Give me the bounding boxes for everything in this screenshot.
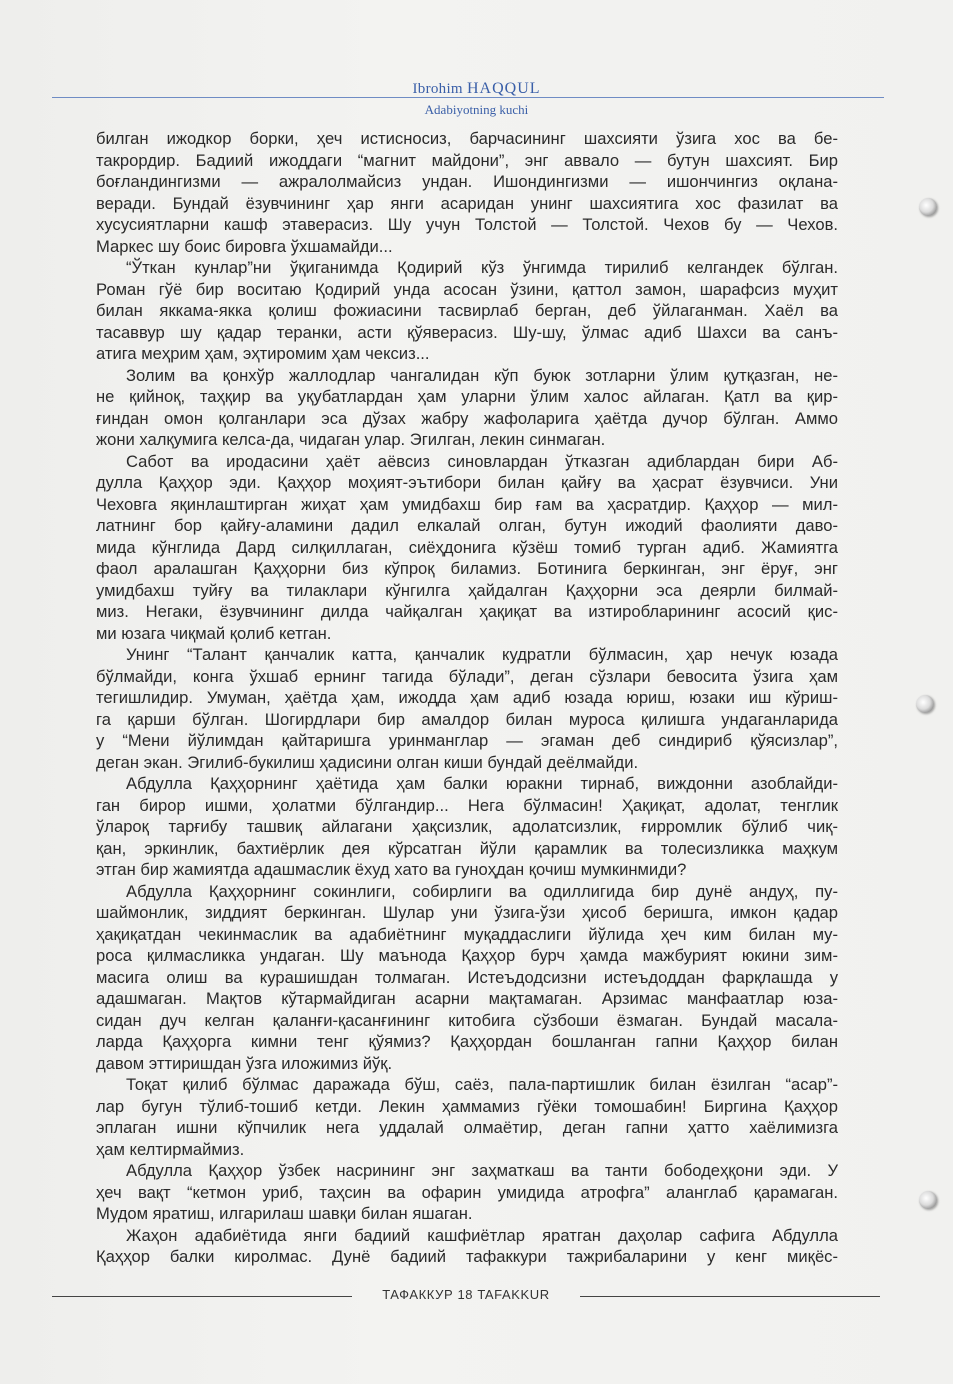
text-line: Абдулла Қаҳҳорнинг ҳаётида ҳам балки юракни тирнаб, виждонни азоблайди- [126,774,838,793]
text-line: ларда Қаҳҳорга кимни тенг қўямиз? Қаҳҳордан бошланган гапни Қаҳҳор билан [96,1032,838,1051]
text-line: такрордир. Бадиий ижоддаги “магнит майдони”, энг аввало — бутун шахсият. Бир [96,150,838,170]
punch-hole-icon [919,1191,937,1209]
article-body [96,128,838,1268]
punch-hole-icon [916,695,934,713]
text-line: Чеховга яқинлаштирган жиҳат ҳам умидбахш бир ғам ва ҳасратдир. Қаҳҳор — мил- [96,494,838,514]
text-line: Маркес шу боис бировга ўхшамайди... [96,236,393,256]
text-line: ҳақиқатдан чекинмаслик ва адабиётнинг муқаддаслиги йўлида ҳеч ким билан му- [96,924,838,944]
text-line: у “Мени йўлимдан қайтаришга уринманглар — эгаман деб синдириб қўясизлар”, [96,731,838,750]
text-line: латнинг бор қайғу-аламини дадил елкалай олган, бутун ижодий фаолияти даво- [96,516,838,535]
text-line: тасаввур шу қадар теранки, асти қўяверасиз. Шу-шу, ўлмас адиб Шахси ва санъ- [96,322,838,342]
text-line: ҳеч вақт “кетмон уриб, таҳсин ва офарин умидида атрофга” аланглаб қарамаган. [96,1182,838,1202]
text-line: билган ижодкор борки, ҳеч истисносиз, барчасининг шахсияти ўзига хос ва бе- [96,129,838,148]
text-line: дулла Қаҳҳор эди. Қаҳҳор моҳият-эътибори билан қайғу ва ҳасрат ёзувчиси. Уни [96,473,838,492]
text-line: Абдулла Қаҳҳор ўзбек насрининг энг заҳматкаш ва танти бободеҳқони эди. У [126,1161,838,1180]
author-name [0,80,953,98]
running-header [0,80,953,98]
text-line: жони халқумига келса-да, чидаган улар. Эгилган, лекин синмаган. [96,430,606,449]
text-line: Сабот ва иродасини ҳаёт аёвсиз синовлардан ўтказган адиблардан бири Аб- [126,451,838,471]
header-rule [52,97,884,98]
text-line: тегишлидир. Умуман, ҳаётда ҳам, ижодда ҳам адиб юзада юриш, юзаки иш кўриш- [96,688,838,707]
text-line: давом эттиришдан ўзга иложимиз йўқ. [96,1053,393,1073]
text-line: эплаган ишни кўпчилик нега уддалай олмаётир, деган гапни ҳатто хаёлимизга [96,1118,838,1137]
text-line: роса қилмасликка ундаган. Шу маънода Қаҳҳор бурч ҳамда мажбурият юкини зим- [96,946,838,965]
text-line: ғиндан омон қолганлари эса дўзах жабру жафоларига ҳаётда дучор бўлган. Аммо [96,408,838,428]
text-line: Абдулла Қаҳҳорнинг сокинлиги, собирлиги ва одиллигида бир дунё андуҳ, пу- [126,881,838,901]
author-first-name: Ibrohim [412,81,463,97]
text-line: миз. Негаки, ёзувчининг дилда чайқалган ҳақиқат ва изтиробларининг асосий қис- [96,602,838,621]
text-line: Золим ва қонхўр жаллодлар чангалидан кўп буюк зотларни ўлим қутқазган, не- [126,365,838,385]
text-line: ўлароқ тарғибу ташвиқ айлагани ҳақсизлик, адолатсизлик, ғирромлик бўлиб чиқ- [96,817,838,836]
text-line: ган бирор ишми, ҳолатми бўлгандир... Нега бўлмасин! Ҳақиқат, адолат, тенглик [96,795,838,815]
text-line: не қийноқ, таҳқир ва уқубатлардан ҳам уларни ўлим халос айлаган. Қатл ва қир- [96,387,838,406]
text-line: Роман гўё бир воситаю Қодирий унда асосан ўзини, қаттол замон, шарафсиз муҳит [96,279,838,299]
text-line: этган бир жамиятда адашмаслик ёхуд хато ва гуноҳдан қочиш мумкинмиди? [96,860,687,879]
text-line: умидбахш туйғу ва тилаклари кўнгилга ҳайдалган Қаҳҳорни эса деярли билмай- [96,580,838,600]
book-title: Adabiyotning kuchi [424,102,529,117]
text-line: қан, эркинлик, бахтиёрлик дея кўрсатган йўли қарамлик ва толесизликка маҳкум [96,838,838,858]
page-footer [52,1286,880,1306]
text-line: деган экан. Эгилиб-букилиш ҳадисини олган киши бундай деёлмайди. [96,752,639,772]
text-line: “Ўткан кунлар”ни ўқиганимда Қодирий кўз ўнгимда тирилиб келгандек бўлган. [126,258,838,277]
text-line: боғландингизми — ажралолмайсиз ундан. Ишондингизми — ишончингиз оқлана- [96,172,838,191]
text-line: бўлмайди, конга ўхшаб ернинг тагида бўлади”, деган сўзлари бевосита ўзига ҳам [96,666,838,686]
text-line: хусусиятларни кашф этаверасиз. Шу учун Толстой — Толстой. Чехов бу — Чехов. [96,215,838,234]
text-line: Жаҳон адабиётида янги бадиий кашфиётлар яратган даҳолар сафига Абдулла [126,1225,838,1245]
text-line: ми юзага чиқмай қолиб кетган. [96,623,332,643]
text-line: Унинг “Талант қанчалик катта, қанчалик кудратли бўлмасин, ҳар нечук юзада [126,645,838,664]
text-line: ҳам келтирмаймиз. [96,1139,245,1159]
footer-rule-right [580,1296,880,1297]
text-line: лар бугун тўлиб-тошиб кетди. Лекин ҳаммамиз гўёки томошабин! Биргина Қаҳҳор [96,1096,838,1116]
text-line: Мудом яратиш, илгарилаш шавқи билан яшаган. [96,1204,473,1223]
text-line: веради. Бундай ёзувчининг ҳар янги асаридан унинг шахсиятига хос фазилат ва [96,193,838,213]
footer-rule-left [52,1296,352,1297]
text-line: мида кўнглида Дард силқиллаган, сиёҳдонига кўзёш томиб турган адиб. Жамиятга [96,537,838,557]
text-line: фаол аралашган Қаҳҳорни биз кўпроқ биламиз. Ботинига беркинган, энг ёруғ, энг [96,559,838,578]
punch-hole-icon [919,198,937,216]
text-line: адашмаган. Мақтов кўтармайдиган асарни мақтамаган. Арзимас манфаатлар юза- [96,989,838,1008]
text-line: билан яккама-якка қолиш фожиасини тасвирлаб берган, деб ўйлаганман. Хаёл ва [96,301,838,320]
text-line: Қаҳҳор балки киролмас. Дунё бадиий тафаккури тажрибаларини у кенг миқёс- [96,1247,838,1266]
text-line: сидан дуч келган қаланғи-қасанғининг китобига сўзбоши ёзмаган. Бундай масала- [96,1010,838,1030]
text-line: Тоқат қилиб бўлмас даражада бўш, саёз, пала-партишлик билан ёзилган “асар”- [126,1075,838,1094]
text-line: шаймонлик, зиддият беркинган. Шулар уни ўзига-ўзи ҳисоб беришга, имкон қадар [96,903,838,922]
text-line: атига меҳрим ҳам, эҳтиромим ҳам чексиз... [96,344,430,363]
text-line: га қарши бўлган. Шогирдлари бир амалдор билан муроса қилишга ундаганларида [96,709,838,729]
author-last-name: HAQQUL [466,80,541,97]
text-line: масига олиш ва курашишдан толмаган. Истеъдодсизни истеъдоддан фарқлашда у [96,967,838,987]
footer-page-label: ТАФАККУР 18 TAFAKKUR [382,1287,550,1302]
